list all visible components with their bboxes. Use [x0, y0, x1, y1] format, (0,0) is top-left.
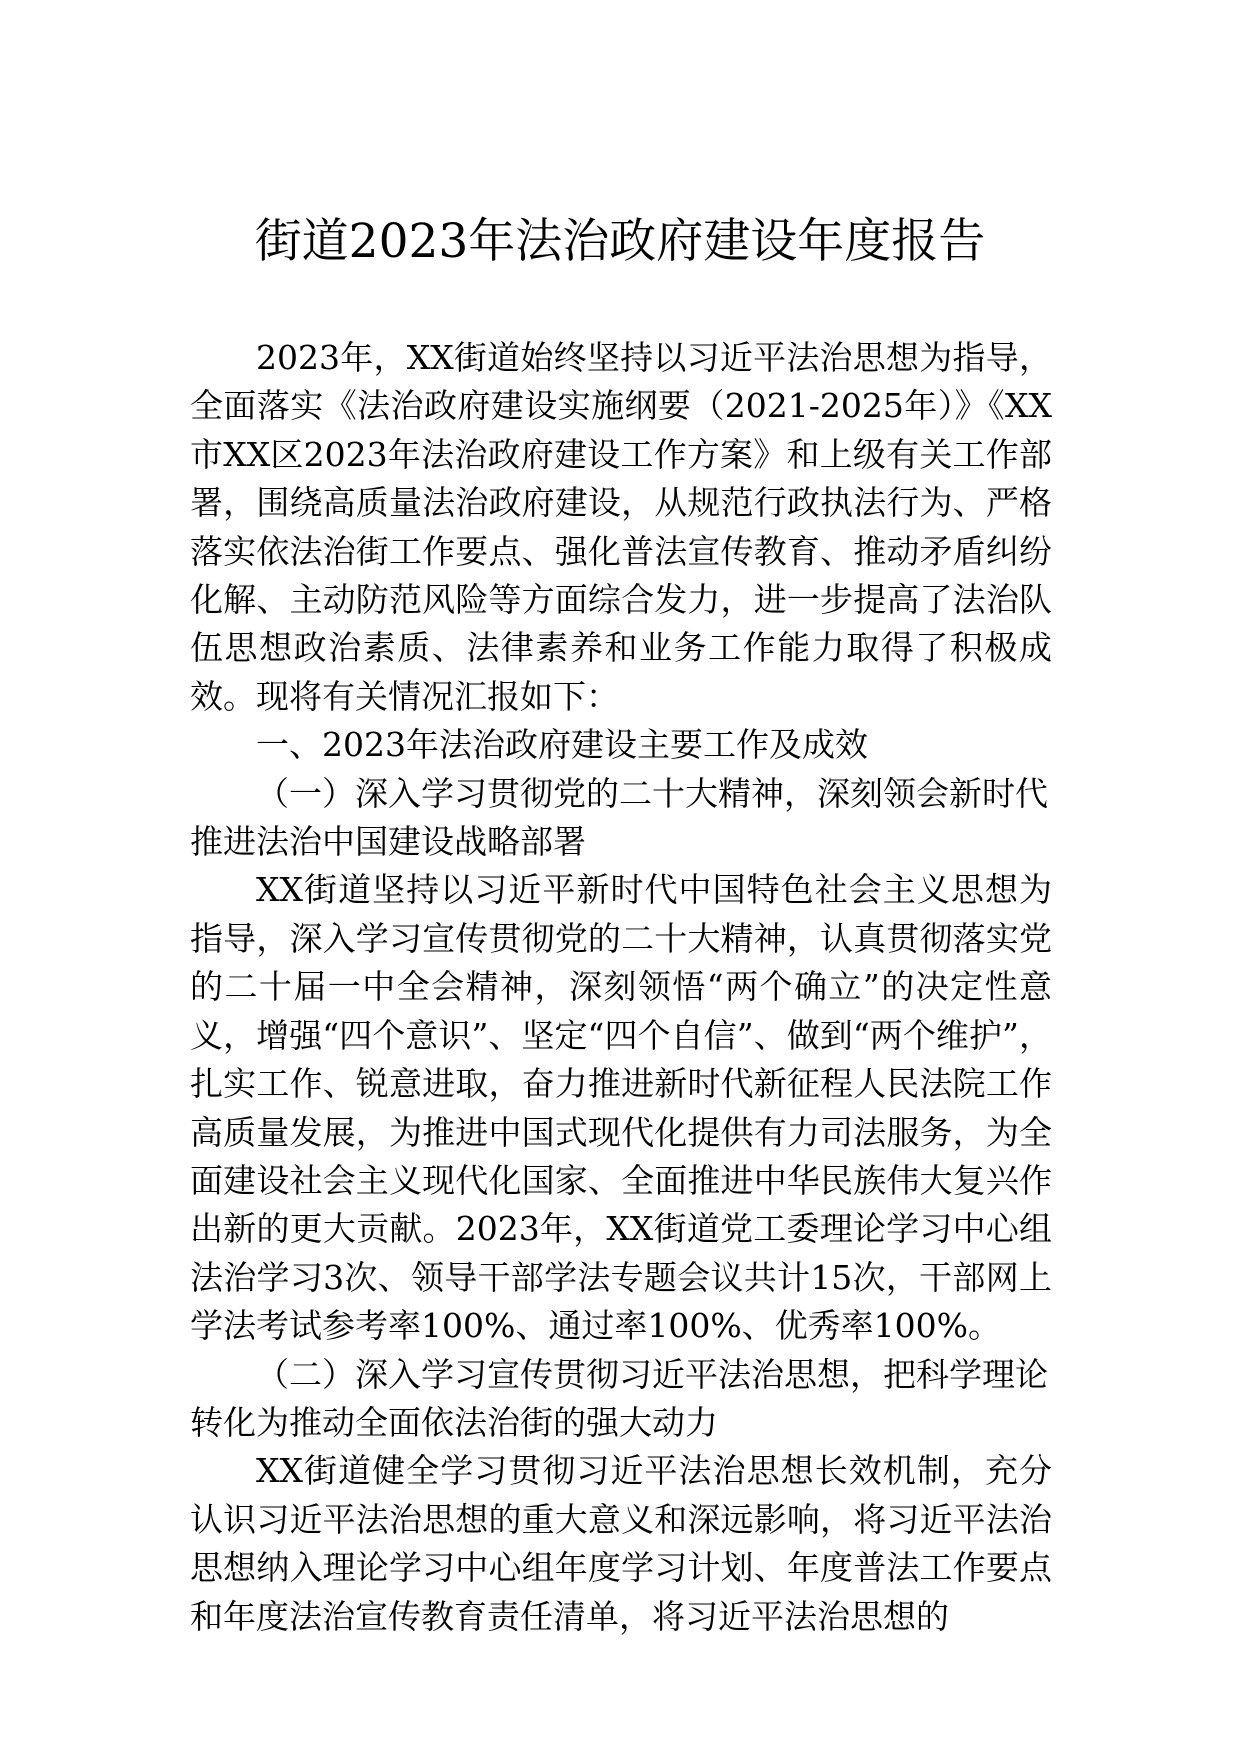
body-paragraph-1: XX街道坚持以习近平新时代中国特色社会主义思想为指导，深入学习宣传贯彻党的二十大精神，认真贯彻落实党的二十届一中全会精神，深刻领悟“两个确立”的决定性意义，增强“四个意识”、坚定“四个自信”、做到“两个维护”，扎实工作、锐意进取，奋力推进新时代新征程人民法院工作高质量发展，为推进中国式现代化提供有力司法服务，为全面建设社会主义现代化国家、全面推进中华民族伟大复兴作出新的更大贡献。2023年，XX街道党工委理论学习中心组法治学习3次、领导干部学法专题会议共计15次，干部网上学法考试参考率100%、通过率100%、优秀率100%。 [190, 870, 1052, 1346]
body-paragraph-2: XX街道健全学习贯彻习近平法治思想长效机制，充分认识习近平法治思想的重大意义和深远影响，将习近平法治思想纳入理论学习中心组年度学习计划、年度普法工作要点和年度法治宣传教育责任清单，将习近平法治思想的 [190, 1451, 1052, 1636]
subsection-heading-1: （一）深入学习贯彻党的二十大精神，深刻领会新时代推进法治中国建设战略部署 [190, 773, 1048, 862]
document-title: 街道2023年法治政府建设年度报告 [254, 214, 986, 269]
intro-paragraph: 2023年，XX街道始终坚持以习近平法治思想为指导，全面落实《法治政府建设实施纲要（2021-2025年）》《XX市XX区2023年法治政府建设工作方案》和上级有关工作部署，围绕高质量法治政府建设，从规范行政执法行为、严格落实依法治街工作要点、强化普法宣传教育、推动矛盾纠纷化解、主动防范风险等方面综合发力，进一步提高了法治队伍思想政治素质、法律素养和业务工作能力取得了积极成效。现将有关情况汇报如下： [190, 338, 1052, 716]
subsection-heading-2: （二）深入学习宣传贯彻习近平法治思想，把科学理论转化为推动全面依法治街的强大动力 [190, 1354, 1048, 1442]
section-heading-1: 一、2023年法治政府建设主要工作及成效 [256, 725, 868, 765]
document-body [190, 334, 1052, 1641]
